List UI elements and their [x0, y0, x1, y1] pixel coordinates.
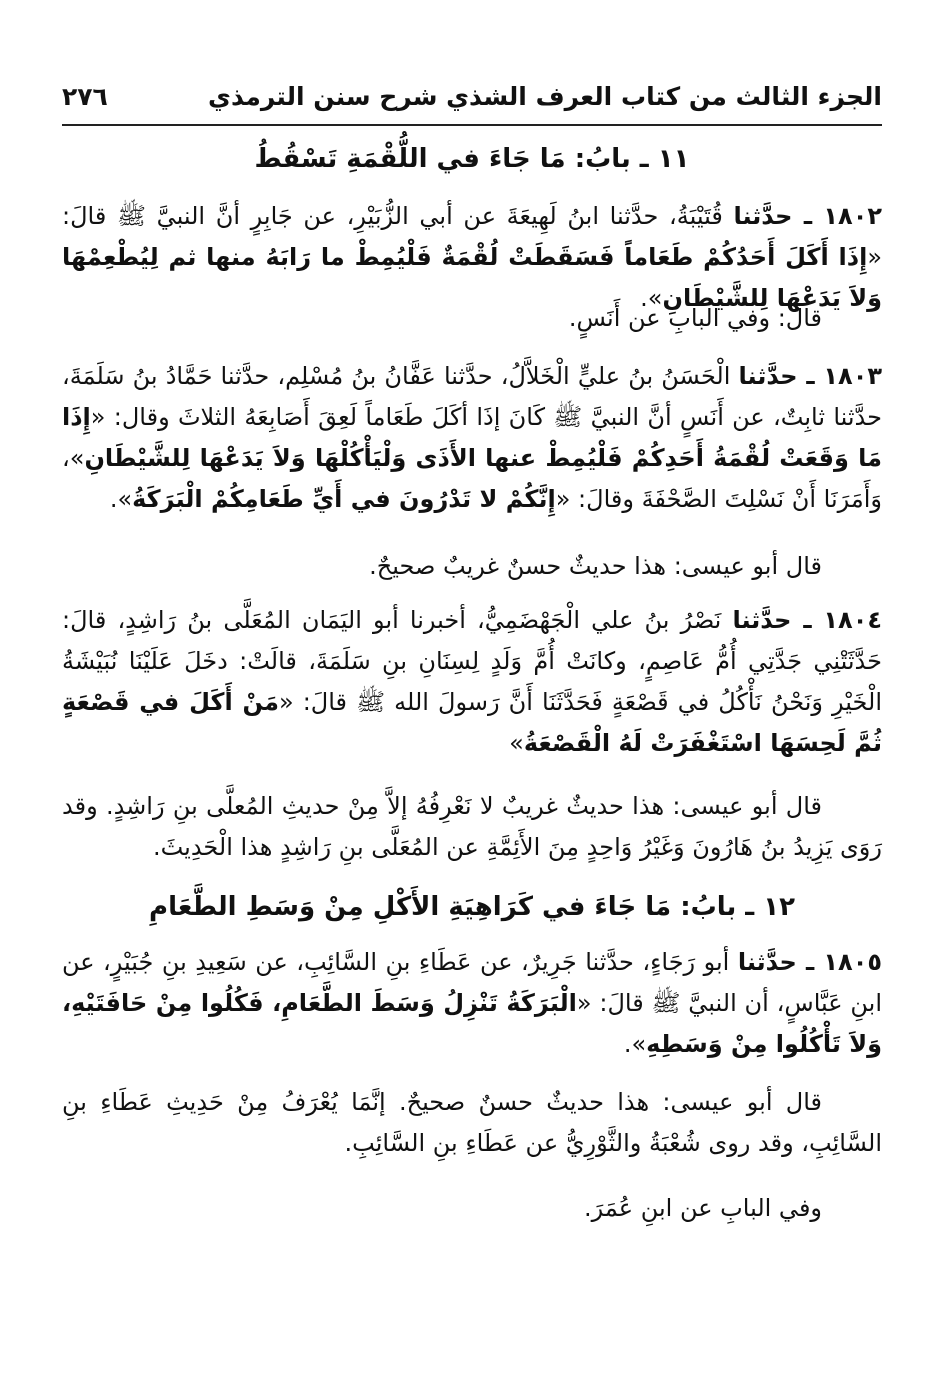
note-text: قال أبو عيسى: هذا حديثٌ حسنٌ صحيحٌ. إنَّمَا يُعْرَفُ مِنْ حَدِيثِ عَطَاءِ بنِ السَّائِبِ، وقد روى شُعْبَةُ والثَّوْرِيُّ عن عَطَاءِ بنِ السَّائِبِ.	[62, 1088, 882, 1157]
hadith-number: ١٨٠٤ ـ حدَّثنا	[732, 606, 882, 634]
chapter-12-title: ١٢ ـ بابُ: مَا جَاءَ في كَرَاهِيَةِ الأَكْلِ مِنْ وَسَطِ الطَّعَامِ	[149, 892, 795, 922]
final-note: وفي البابِ عن ابنِ عُمَرَ.	[584, 1194, 822, 1222]
hadith-matn: إِذَا مَا وَقَعَتْ لُقْمَةُ أَحَدِكُمْ فَلْيُمِطْ عنها الأَذَى وَلْيَأْكُلْهَا وَلاَ يَدَعْهَا لِلشَّيْطَانِ	[62, 403, 882, 472]
page-number: ٢٧٦	[62, 81, 108, 111]
hadith-end: »	[509, 729, 524, 757]
hadith-matn: إِذَا أَكَلَ أَحَدُكُمْ طَعَاماً فَسَقَطَتْ لُقْمَةٌ فَلْيُمِطْ ما رَابَهُ منها ثم لِيُطْعِمْهَا وَلاَ يَدَعْهَا لِلشَّيْطَانِ	[62, 243, 882, 312]
running-title: الجزء الثالث من كتاب العرف الشذي شرح سنن الترمذي	[208, 81, 882, 111]
hadith-matn: الْبَرَكَةُ تَنْزِلُ وَسَطَ الطَّعَامِ، فَكُلُوا مِنْ حَافَتَيْهِ، وَلاَ تَأْكُلُوا مِنْ وَسَطِهِ	[62, 989, 882, 1058]
note-1805	[62, 1082, 882, 1164]
header-rule	[62, 124, 882, 126]
note-1804	[62, 786, 882, 868]
hadith-end: ».	[640, 284, 663, 312]
note-1803: قال أبو عيسى: هذا حديثٌ حسنٌ غريبٌ صحيحٌ.	[369, 552, 822, 580]
hadith-isnad: الْحَسَنُ بنُ عليٍّ الْخَلاَّلُ، حدَّثنا عَفَّانُ بنُ مُسْلِم، حدَّثنا حَمَّادُ بنُ سَلَمَةَ، حدَّثنا ثابِتٌ، عن أَنَسٍ أنَّ النبيَّ ﷺ كَانَ إذَا أكَلَ طَعَاماً لَعِقَ أَصَابِعَهُ الثلاثَ وقال: «	[62, 362, 882, 431]
hadith-isnad: أبو رَجَاءٍ، حدَّثنا جَرِيرٌ، عن عَطَاءِ بنِ السَّائِبِ، عن سَعِيدِ بنِ جُبَيْرٍ، عن ابنِ عَبَّاسٍ، أن النبيَّ ﷺ قالَ: «	[62, 948, 882, 1017]
hadith-matn: مَنْ أَكَلَ في قَصْعَةٍ ثُمَّ لَحِسَهَا اسْتَغْفَرَتْ لَهُ الْقَصْعَةُ	[62, 688, 882, 757]
hadith-mid: »، وَأَمَرَنَا أَنْ نَسْلِتَ الصَّحْفَةَ وقالَ: «	[62, 444, 882, 513]
running-header	[62, 76, 882, 116]
note-text: قال أبو عيسى: هذا حديثٌ غريبٌ لا نَعْرِفُهُ إلاَّ مِنْ حديثِ المُعلَّى بنِ رَاشِدٍ. وقد رَوَى يَزِيدُ بنُ هَارُونَ وَغَيْرُ وَاحِدٍ مِنَ الأَئِمَّةِ عن المُعَلَّى بنِ رَاشِدٍ هذا الْحَدِيثَ.	[62, 792, 882, 861]
hadith-number: ١٨٠٣ ـ حدَّثنا	[738, 362, 882, 390]
hadith-1803	[62, 356, 882, 520]
hadith-1804	[62, 600, 882, 764]
hadith-number: ١٨٠٥ ـ حدَّثنا	[737, 948, 882, 976]
hadith-end: ».	[109, 485, 133, 513]
hadith-end: ».	[623, 1030, 647, 1058]
hadith-number: ١٨٠٢ ـ حدَّثنا	[733, 202, 882, 230]
hadith-matn-2: إِنَّكُمْ لا تَدْرُونَ في أَيِّ طَعَامِكُمْ الْبَرَكَةُ	[132, 485, 556, 513]
hadith-isnad: قُتَيْبَةُ، حدَّثنا ابنُ لَهِيعَةَ عن أبي الزُّبَيْرِ، عن جَابِرٍ أنَّ النبيَّ ﷺ قالَ: «	[62, 202, 882, 271]
hadith-1805	[62, 942, 882, 1065]
hadith-isnad: نَصْرُ بنُ علي الْجَهْضَمِيُّ، أخبرنا أبو اليَمَان المُعَلَّى بنُ رَاشِدٍ، قالَ: حَدَّثَتْنِي جَدَّتِي أُمُّ عَاصِمٍ، وكانَتْ أُمَّ وَلَدٍ لِسِنَانِ بنِ سَلَمَةَ، قالَتْ: دخَلَ عَلَيْنَا نُبَيْشَةُ الْخَيْرِ وَنَحْنُ نَأْكُلُ في قَصْعَةٍ فَحَدَّثَنَا أَنَّ رَسولَ الله ﷺ قالَ: «	[62, 606, 883, 716]
chapter-11-title: ١١ ـ بابُ: مَا جَاءَ في اللُّقْمَةِ تَسْقُطُ	[254, 144, 690, 174]
note-1802: قال: وفي البابِ عن أَنَسٍ.	[568, 304, 822, 332]
